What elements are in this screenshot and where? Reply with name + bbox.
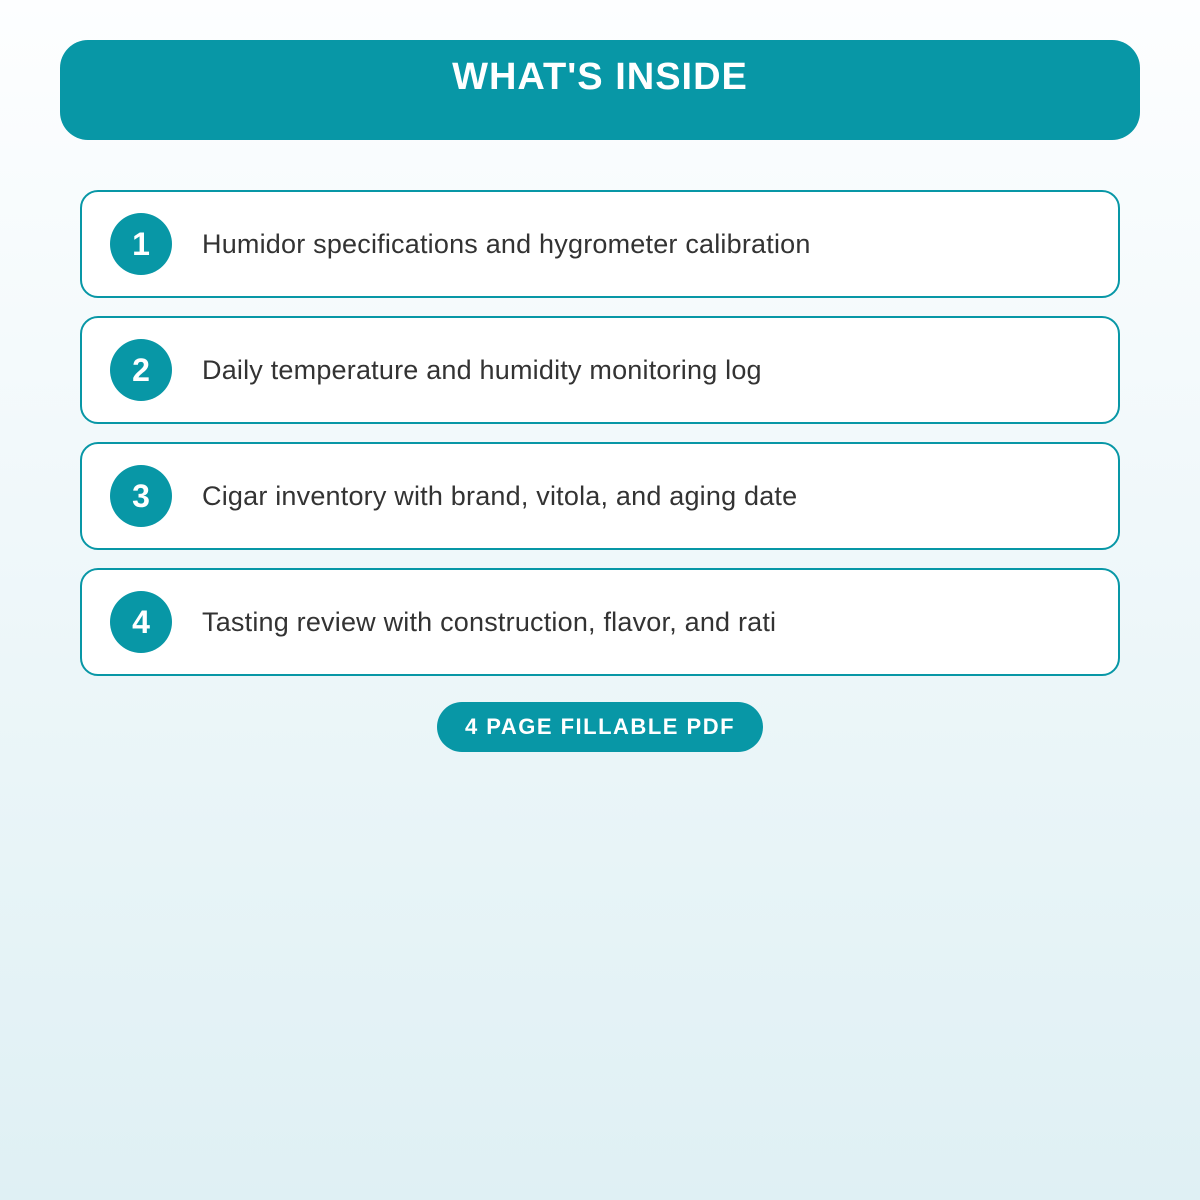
list-item <box>80 442 1120 550</box>
pdf-badge-label: 4 PAGE FILLABLE PDF <box>464 714 736 739</box>
item-number-badge: 4 <box>110 591 172 653</box>
feature-list <box>80 190 1120 676</box>
item-number-badge: 3 <box>110 465 172 527</box>
badge-row <box>0 702 1200 752</box>
list-item <box>80 316 1120 424</box>
item-label: Tasting review with construction, flavor, and rati <box>202 606 777 637</box>
list-item <box>80 190 1120 298</box>
list-item <box>80 568 1120 676</box>
item-label: Daily temperature and humidity monitoring log <box>202 354 762 385</box>
item-label: Cigar inventory with brand, vitola, and aging date <box>202 480 798 511</box>
pdf-page-count-badge <box>437 702 763 752</box>
header-banner <box>60 40 1140 140</box>
item-label: Humidor specifications and hygrometer calibration <box>202 228 811 259</box>
item-number-badge: 1 <box>110 213 172 275</box>
item-number-badge: 2 <box>110 339 172 401</box>
page-title: WHAT'S INSIDE <box>452 55 748 98</box>
